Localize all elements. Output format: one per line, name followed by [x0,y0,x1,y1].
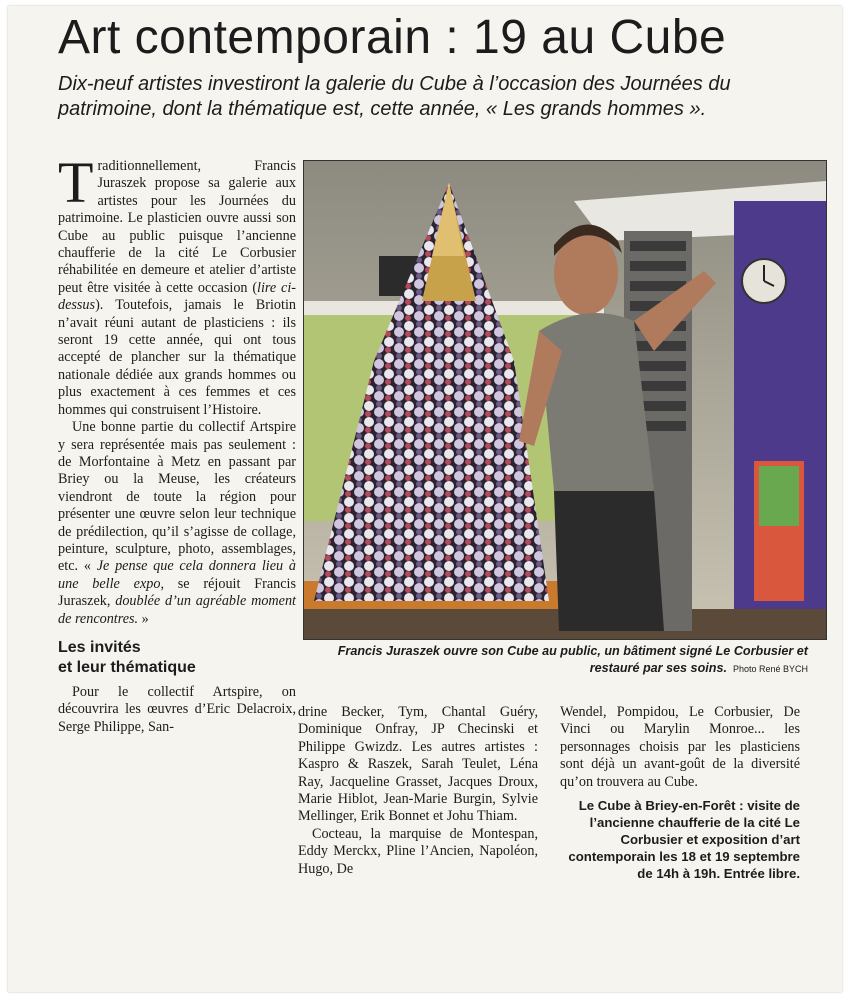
article-column-3 [560,704,800,882]
photo-caption: Francis Juraszek ouvre son Cube au public, un bâtiment signé Le Corbusier et restauré par ses soins. Photo René BYCH [337,644,808,675]
article-photo [303,160,827,640]
headline: Art contemporain : 19 au Cube [58,11,727,64]
standfirst: Dix-neuf artistes investiront la galerie du Cube à l’occasion des Journées du patrimoine, dont la thématique est, cette année, « Les grands hommes ». [58,73,731,120]
article-column-1 [58,150,296,736]
paragraph-3: Pour le collectif Artspire, on découvrira les œuvres d’Eric Delacroix, Serge Philippe, San- [58,683,296,735]
paragraph-5: Cocteau, la marquise de Montespan, Eddy Merckx, Pline l’Ancien, Napoléon, Hugo, De [298,825,538,877]
paragraph-2: Une bonne partie du collectif Artspire y sera représentée mais pas seulement : de Morfontaine à Metz en passant par Briey ou la Meuse, les créateurs viendront de toute la région pour présenter une œuvre selon leur technique de prédilection, qu’il s’agisse de collage, peinture, sculpture, photo, assemblages, etc. « Je pense que cela donnera lieu à une belle expo, se réjouit Francis Juraszek, doublée d’un agréable moment de rencontres. » [58,419,296,627]
paragraph-6: Wendel, Pompidou, Le Corbusier, De Vinci ou Marylin Monroe... les personnages choisis par les plasticiens sont déjà un avant-goût de la diversité qu’on trouvera au Cube. [560,704,800,790]
article-column-2 [298,704,538,878]
drop-cap: T [58,150,94,215]
photo-illustration [304,161,826,639]
paragraph-4: drine Becker, Tym, Chantal Guéry, Dominique Onfray, JP Checinski et Philippe Gwizdz. Les autres artistes : Kaspro & Raszek, Sarah Teulet, Léna Ray, Jacqueline Grasset, Jacques Droux, Marie Hiblot, Jean-Marie Burgin, Sylvie Mellinger, Erik Bonnet et Johu Thiam. [298,704,538,825]
paragraph-1: Traditionnellement, Francis Juraszek propose sa galerie aux artistes pour les Journées du patrimoine. Le plasticien ouvre aussi son Cube au public puisque l’ancienne chaufferie de la cité Le Corbusier réhabilitée en demeure et atelier d’artiste peut être visitée à cette occasion (lire ci-dessus). Toutefois, jamais le Briotin n’avait réuni autant de plasticiens : ils seront 19 cette année, qui ont tous accepté de plancher sur la thématique nationale dédiée aux grands hommes ou plus exactement à ces femmes et ces hommes qui construisent l’Histoire. [58,150,296,418]
subheading: Les invités et leur thématique [58,638,196,676]
show-through-left [12,200,52,820]
practical-info: Le Cube à Briey-en-Forêt : visite de l’ancienne chaufferie de la cité Le Corbusier et exposition d’art contemporain les 18 et 19 septembre de 14h à 19h. Entrée libre. [568,798,800,882]
photo-credit: Photo René BYCH [732,664,808,674]
